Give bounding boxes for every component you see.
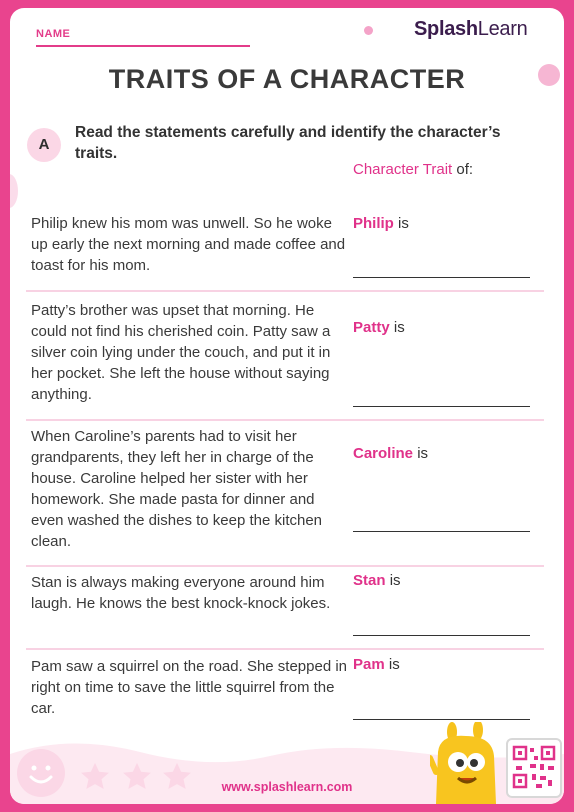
- answer-blank-2[interactable]: [353, 406, 530, 407]
- statement-2: Patty’s brother was upset that morning. He could not find his cherished coin. Patty saw a silver coin lying under the couch, and put it in her pocket. She left the house without saying anything.: [31, 302, 331, 403]
- monster-mascot-icon: [430, 722, 508, 804]
- answer-blank-1[interactable]: [353, 277, 530, 278]
- decorative-dot: [10, 174, 18, 208]
- statement-1: Philip knew his mom was unwell. So he woke up early the next morning and made coffee and toast for his mom.: [31, 215, 346, 274]
- row-divider: [26, 565, 544, 567]
- trait-name-1: Philip is: [353, 215, 409, 232]
- row-divider: [26, 290, 544, 292]
- row-divider: [26, 419, 544, 421]
- trait-header-highlight: Character Trait: [353, 161, 453, 178]
- footer-url[interactable]: www.splashlearn.com: [221, 780, 353, 794]
- logo-bold: Splash: [414, 18, 478, 40]
- trait-name-5: Pam is: [353, 656, 400, 673]
- statement-3: When Caroline’s parents had to visit her grandparents, they left her in charge of the house. Caroline helped her sister with her homework. She made pasta for dinner and even washed the dishes to keep the kitchen clean.: [31, 428, 323, 550]
- qr-code-icon: [506, 738, 562, 798]
- decorative-dot: [364, 26, 373, 35]
- name-line: [36, 45, 250, 47]
- worksheet: [10, 8, 564, 804]
- name-label: NAME: [36, 28, 71, 40]
- splashlearn-logo: [414, 18, 527, 41]
- section-badge: A: [27, 128, 61, 162]
- trait-name-3: Caroline is: [353, 445, 429, 462]
- trait-name-2: Patty is: [353, 319, 405, 336]
- trait-name-4: Stan is: [353, 572, 401, 589]
- statement-5: Pam saw a squirrel on the road. She stepped in right on time to save the little squirrel from the car.: [31, 658, 348, 717]
- trait-header-suffix: of:: [456, 161, 474, 178]
- qr-pattern: [508, 740, 560, 796]
- row-divider: [26, 648, 544, 650]
- logo-light: Learn: [477, 18, 528, 40]
- answer-blank-3[interactable]: [353, 531, 530, 532]
- page-title: TRAITS OF A CHARACTER: [108, 64, 466, 94]
- answer-blank-4[interactable]: [353, 635, 530, 636]
- answer-blank-5[interactable]: [353, 719, 530, 720]
- instruction-text: Read the statements carefully and identify the character’s traits.: [75, 124, 501, 162]
- trait-header: [353, 161, 473, 178]
- statement-4: Stan is always making everyone around him laugh. He knows the best knock-knock jokes.: [31, 574, 331, 612]
